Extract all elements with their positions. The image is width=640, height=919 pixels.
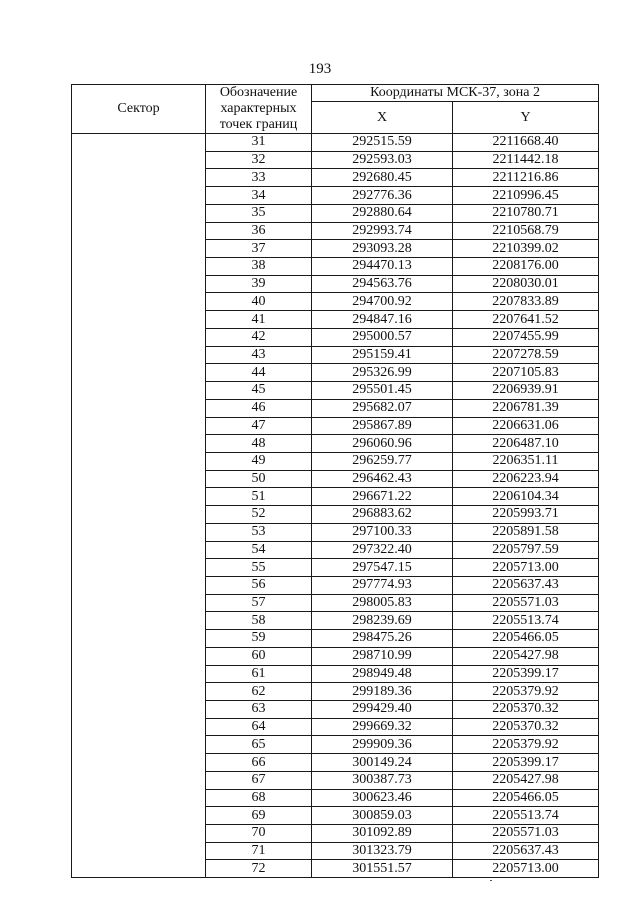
y-cell: 2206351.11: [453, 452, 599, 470]
point-cell: 68: [206, 789, 312, 807]
x-cell: 292993.74: [312, 222, 453, 240]
point-cell: 52: [206, 506, 312, 524]
y-cell: 2205891.58: [453, 523, 599, 541]
y-cell: 2205513.74: [453, 807, 599, 825]
x-cell: 295326.99: [312, 364, 453, 382]
x-cell: 296883.62: [312, 506, 453, 524]
designation-header-line: характерных: [220, 101, 297, 116]
y-cell: 2206104.34: [453, 488, 599, 506]
y-cell: 2205370.32: [453, 718, 599, 736]
y-cell: 2207105.83: [453, 364, 599, 382]
x-cell: 300859.03: [312, 807, 453, 825]
point-cell: 47: [206, 417, 312, 435]
x-cell: 293093.28: [312, 240, 453, 258]
page-number: 193: [308, 61, 332, 77]
designation-header: [206, 85, 312, 134]
y-cell: 2207455.99: [453, 328, 599, 346]
y-cell: 2206781.39: [453, 399, 599, 417]
coordinates-table: [71, 84, 599, 878]
y-cell: 2205370.32: [453, 701, 599, 719]
point-cell: 38: [206, 258, 312, 276]
x-cell: 292680.45: [312, 169, 453, 187]
x-cell: 299189.36: [312, 683, 453, 701]
y-cell: 2206939.91: [453, 382, 599, 400]
x-cell: 295867.89: [312, 417, 453, 435]
point-cell: 48: [206, 435, 312, 453]
point-cell: 69: [206, 807, 312, 825]
y-cell: 2206223.94: [453, 470, 599, 488]
x-cell: 300149.24: [312, 754, 453, 772]
y-cell: 2206487.10: [453, 435, 599, 453]
x-cell: 295159.41: [312, 346, 453, 364]
y-cell: 2205637.43: [453, 842, 599, 860]
x-cell: 294700.92: [312, 293, 453, 311]
point-cell: 31: [206, 134, 312, 152]
point-cell: 36: [206, 222, 312, 240]
designation-header-line: Обозначение: [219, 85, 298, 100]
y-cell: 2205379.92: [453, 736, 599, 754]
y-cell: 2207278.59: [453, 346, 599, 364]
x-cell: 292515.59: [312, 134, 453, 152]
y-cell: 2205571.03: [453, 825, 599, 843]
y-cell: 2208030.01: [453, 275, 599, 293]
sector-cell: [72, 134, 206, 878]
table-header: [72, 85, 599, 134]
table-body: [72, 134, 599, 878]
y-cell: 2210399.02: [453, 240, 599, 258]
point-cell: 33: [206, 169, 312, 187]
point-cell: 45: [206, 382, 312, 400]
point-cell: 59: [206, 630, 312, 648]
y-cell: 2208176.00: [453, 258, 599, 276]
y-cell: 2211216.86: [453, 169, 599, 187]
point-cell: 34: [206, 187, 312, 205]
x-cell: 292776.36: [312, 187, 453, 205]
point-cell: 53: [206, 523, 312, 541]
x-cell: 301323.79: [312, 842, 453, 860]
y-cell: 2205427.98: [453, 771, 599, 789]
point-cell: 61: [206, 665, 312, 683]
point-cell: 62: [206, 683, 312, 701]
point-cell: 46: [206, 399, 312, 417]
x-cell: 298239.69: [312, 612, 453, 630]
x-cell: 298949.48: [312, 665, 453, 683]
point-cell: 39: [206, 275, 312, 293]
x-cell: 296671.22: [312, 488, 453, 506]
point-cell: 44: [206, 364, 312, 382]
point-cell: 55: [206, 559, 312, 577]
y-cell: 2210780.71: [453, 204, 599, 222]
point-cell: 66: [206, 754, 312, 772]
point-cell: 64: [206, 718, 312, 736]
y-cell: 2205513.74: [453, 612, 599, 630]
table-row: [72, 134, 599, 152]
point-cell: 56: [206, 576, 312, 594]
x-cell: 301551.57: [312, 860, 453, 878]
point-cell: 37: [206, 240, 312, 258]
x-cell: 294563.76: [312, 275, 453, 293]
point-cell: 67: [206, 771, 312, 789]
x-cell: 294847.16: [312, 311, 453, 329]
point-cell: 50: [206, 470, 312, 488]
point-cell: 41: [206, 311, 312, 329]
point-cell: 32: [206, 151, 312, 169]
y-cell: 2205637.43: [453, 576, 599, 594]
point-cell: 43: [206, 346, 312, 364]
x-cell: 297100.33: [312, 523, 453, 541]
y-cell: 2206631.06: [453, 417, 599, 435]
x-cell: 295682.07: [312, 399, 453, 417]
x-cell: 296060.96: [312, 435, 453, 453]
y-cell: 2205466.05: [453, 630, 599, 648]
point-cell: 58: [206, 612, 312, 630]
point-cell: 54: [206, 541, 312, 559]
x-header: X: [312, 102, 453, 134]
x-cell: 300623.46: [312, 789, 453, 807]
x-cell: 292880.64: [312, 204, 453, 222]
y-cell: 2205797.59: [453, 541, 599, 559]
point-cell: 57: [206, 594, 312, 612]
point-cell: 35: [206, 204, 312, 222]
x-cell: 297547.15: [312, 559, 453, 577]
point-cell: 63: [206, 701, 312, 719]
y-cell: 2205427.98: [453, 647, 599, 665]
x-cell: 301092.89: [312, 825, 453, 843]
point-cell: 65: [206, 736, 312, 754]
y-cell: 2205399.17: [453, 665, 599, 683]
point-cell: 40: [206, 293, 312, 311]
sector-header: Сектор: [72, 85, 206, 134]
y-cell: 2207641.52: [453, 311, 599, 329]
x-cell: 297322.40: [312, 541, 453, 559]
x-cell: 298475.26: [312, 630, 453, 648]
y-cell: 2205379.92: [453, 683, 599, 701]
point-cell: 72: [206, 860, 312, 878]
x-cell: 300387.73: [312, 771, 453, 789]
point-cell: 70: [206, 825, 312, 843]
y-cell: 2205713.00: [453, 860, 599, 878]
y-cell: 2205571.03: [453, 594, 599, 612]
x-cell: 296462.43: [312, 470, 453, 488]
y-cell: 2205713.00: [453, 559, 599, 577]
y-cell: 2210568.79: [453, 222, 599, 240]
y-cell: 2205993.71: [453, 506, 599, 524]
x-cell: 296259.77: [312, 452, 453, 470]
x-cell: 299669.32: [312, 718, 453, 736]
x-cell: 298710.99: [312, 647, 453, 665]
y-cell: 2207833.89: [453, 293, 599, 311]
y-cell: 2211668.40: [453, 134, 599, 152]
x-cell: 298005.83: [312, 594, 453, 612]
point-cell: 42: [206, 328, 312, 346]
y-cell: 2205399.17: [453, 754, 599, 772]
point-cell: 71: [206, 842, 312, 860]
y-header: Y: [453, 102, 599, 134]
point-cell: 51: [206, 488, 312, 506]
x-cell: 292593.03: [312, 151, 453, 169]
y-cell: 2210996.45: [453, 187, 599, 205]
x-cell: 295000.57: [312, 328, 453, 346]
x-cell: 299429.40: [312, 701, 453, 719]
y-cell: 2205466.05: [453, 789, 599, 807]
x-cell: 299909.36: [312, 736, 453, 754]
point-cell: 49: [206, 452, 312, 470]
coordinates-group-header: Координаты МСК-37, зона 2: [312, 85, 599, 102]
point-cell: 60: [206, 647, 312, 665]
x-cell: 297774.93: [312, 576, 453, 594]
y-cell: 2211442.18: [453, 151, 599, 169]
x-cell: 295501.45: [312, 382, 453, 400]
designation-header-line: точек границ: [219, 117, 298, 132]
x-cell: 294470.13: [312, 258, 453, 276]
scan-speck: [490, 880, 492, 881]
